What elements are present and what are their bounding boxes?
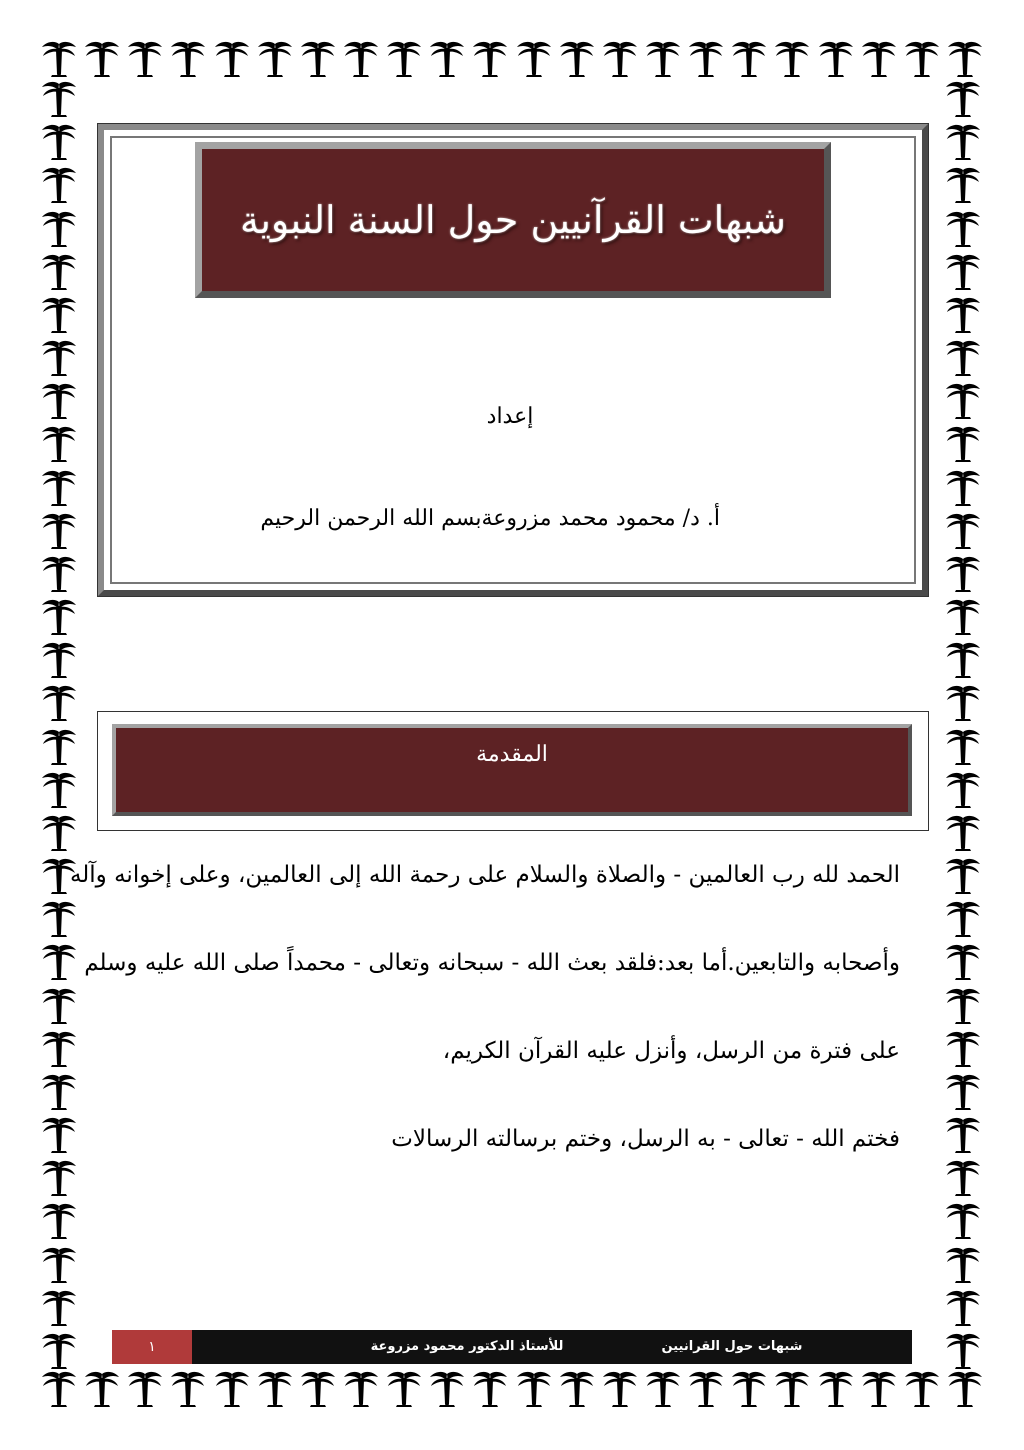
palm-tree-icon <box>903 1370 941 1408</box>
palm-tree-icon <box>944 1159 982 1197</box>
title-banner <box>195 142 831 298</box>
palm-tree-icon <box>515 40 553 78</box>
palm-tree-icon <box>40 1116 78 1154</box>
palm-tree-icon <box>256 40 294 78</box>
palm-tree-icon <box>40 253 78 291</box>
section-heading: المقدمة <box>476 742 548 767</box>
palm-tree-icon <box>299 40 337 78</box>
palm-tree-icon <box>644 40 682 78</box>
palm-tree-icon <box>687 40 725 78</box>
palm-tree-icon <box>944 339 982 377</box>
document-title: شبهات القرآنيين حول السنة النبوية <box>239 198 787 242</box>
palm-tree-icon <box>40 987 78 1025</box>
palm-tree-icon <box>40 382 78 420</box>
palm-tree-icon <box>946 40 984 78</box>
paragraph-line: وأصحابه والتابعين.أما بعد:فلقد بعث الله - سبحانه وتعالى - محمداً صلى الله عليه وسلم <box>84 950 900 976</box>
palm-tree-icon <box>83 40 121 78</box>
palm-tree-icon <box>944 555 982 593</box>
palm-tree-icon <box>40 80 78 118</box>
palm-tree-icon <box>40 1073 78 1111</box>
palm-tree-icon <box>40 512 78 550</box>
palm-tree-icon <box>601 40 639 78</box>
palm-tree-icon <box>428 1370 466 1408</box>
author-line: أ. د/ محمود محمد مزروعةبسم الله الرحمن الرحيم <box>260 506 720 531</box>
bottom-border <box>40 1370 984 1410</box>
palm-tree-icon <box>944 123 982 161</box>
palm-tree-icon <box>471 1370 509 1408</box>
palm-tree-icon <box>944 210 982 248</box>
palm-tree-icon <box>515 1370 553 1408</box>
palm-tree-icon <box>773 1370 811 1408</box>
section-banner <box>112 724 912 816</box>
palm-tree-icon <box>213 1370 251 1408</box>
palm-tree-icon <box>40 1159 78 1197</box>
footer-author: للأستاذ الدكتور محمود مزروعة <box>370 1339 564 1354</box>
palm-tree-icon <box>944 469 982 507</box>
palm-tree-icon <box>558 40 596 78</box>
palm-tree-icon <box>40 641 78 679</box>
palm-tree-icon <box>40 166 78 204</box>
palm-tree-icon <box>944 1030 982 1068</box>
palm-tree-icon <box>944 512 982 550</box>
palm-tree-icon <box>299 1370 337 1408</box>
palm-tree-icon <box>944 1246 982 1284</box>
palm-tree-icon <box>558 1370 596 1408</box>
palm-tree-icon <box>40 123 78 161</box>
palm-tree-icon <box>944 1202 982 1240</box>
palm-tree-icon <box>169 1370 207 1408</box>
palm-tree-icon <box>944 296 982 334</box>
right-border <box>944 80 984 1370</box>
palm-tree-icon <box>40 1246 78 1284</box>
palm-tree-icon <box>385 1370 423 1408</box>
palm-tree-icon <box>601 1370 639 1408</box>
palm-tree-icon <box>40 296 78 334</box>
palm-tree-icon <box>213 40 251 78</box>
paragraph-line: الحمد لله رب العالمين - والصلاة والسلام على رحمة الله إلى العالمين، وعلى إخوانه وآله <box>69 862 900 888</box>
palm-tree-icon <box>944 1332 982 1370</box>
palm-tree-icon <box>946 1370 984 1408</box>
palm-tree-icon <box>944 80 982 118</box>
palm-tree-icon <box>944 1073 982 1111</box>
palm-tree-icon <box>40 1370 78 1408</box>
palm-tree-icon <box>817 40 855 78</box>
top-border <box>40 40 984 80</box>
palm-tree-icon <box>730 40 768 78</box>
palm-tree-icon <box>342 1370 380 1408</box>
palm-tree-icon <box>126 40 164 78</box>
palm-tree-icon <box>40 210 78 248</box>
palm-tree-icon <box>40 1332 78 1370</box>
palm-tree-icon <box>944 166 982 204</box>
palm-tree-icon <box>944 900 982 938</box>
palm-tree-icon <box>40 555 78 593</box>
palm-tree-icon <box>40 339 78 377</box>
palm-tree-icon <box>83 1370 121 1408</box>
palm-tree-icon <box>40 425 78 463</box>
palm-tree-icon <box>944 814 982 852</box>
palm-tree-icon <box>40 1030 78 1068</box>
palm-tree-icon <box>169 40 207 78</box>
palm-tree-icon <box>256 1370 294 1408</box>
page-footer <box>112 1330 912 1364</box>
page-number: ١ <box>112 1330 192 1364</box>
palm-tree-icon <box>342 40 380 78</box>
paragraph-line: فختم الله - تعالى - به الرسل، وختم برسالته الرسالات <box>391 1126 900 1152</box>
palm-tree-icon <box>40 728 78 766</box>
palm-tree-icon <box>40 1289 78 1327</box>
body-text <box>69 846 900 1198</box>
palm-tree-icon <box>126 1370 164 1408</box>
footer-book-title: شبهات حول القرانيين <box>661 1339 803 1354</box>
palm-tree-icon <box>40 771 78 809</box>
palm-tree-icon <box>860 40 898 78</box>
palm-tree-icon <box>860 1370 898 1408</box>
palm-tree-icon <box>428 40 466 78</box>
palm-tree-icon <box>944 425 982 463</box>
palm-tree-icon <box>40 469 78 507</box>
palm-tree-icon <box>471 40 509 78</box>
palm-tree-icon <box>944 943 982 981</box>
palm-tree-icon <box>40 598 78 636</box>
palm-tree-icon <box>817 1370 855 1408</box>
palm-tree-icon <box>40 684 78 722</box>
palm-tree-icon <box>40 943 78 981</box>
palm-tree-icon <box>944 987 982 1025</box>
palm-tree-icon <box>944 598 982 636</box>
paragraph-line: على فترة من الرسل، وأنزل عليه القرآن الكريم، <box>442 1038 900 1064</box>
left-border <box>40 80 80 1370</box>
prepared-by-label: إعداد <box>486 404 534 429</box>
palm-tree-icon <box>944 728 982 766</box>
palm-tree-icon <box>944 1116 982 1154</box>
palm-tree-icon <box>944 857 982 895</box>
palm-tree-icon <box>644 1370 682 1408</box>
palm-tree-icon <box>687 1370 725 1408</box>
palm-tree-icon <box>944 382 982 420</box>
palm-tree-icon <box>385 40 423 78</box>
palm-tree-icon <box>944 684 982 722</box>
palm-tree-icon <box>944 1289 982 1327</box>
palm-tree-icon <box>944 641 982 679</box>
palm-tree-icon <box>40 40 78 78</box>
palm-tree-icon <box>40 1202 78 1240</box>
palm-tree-icon <box>730 1370 768 1408</box>
palm-tree-icon <box>944 253 982 291</box>
palm-tree-icon <box>40 900 78 938</box>
palm-tree-icon <box>903 40 941 78</box>
palm-tree-icon <box>773 40 811 78</box>
palm-tree-icon <box>944 771 982 809</box>
